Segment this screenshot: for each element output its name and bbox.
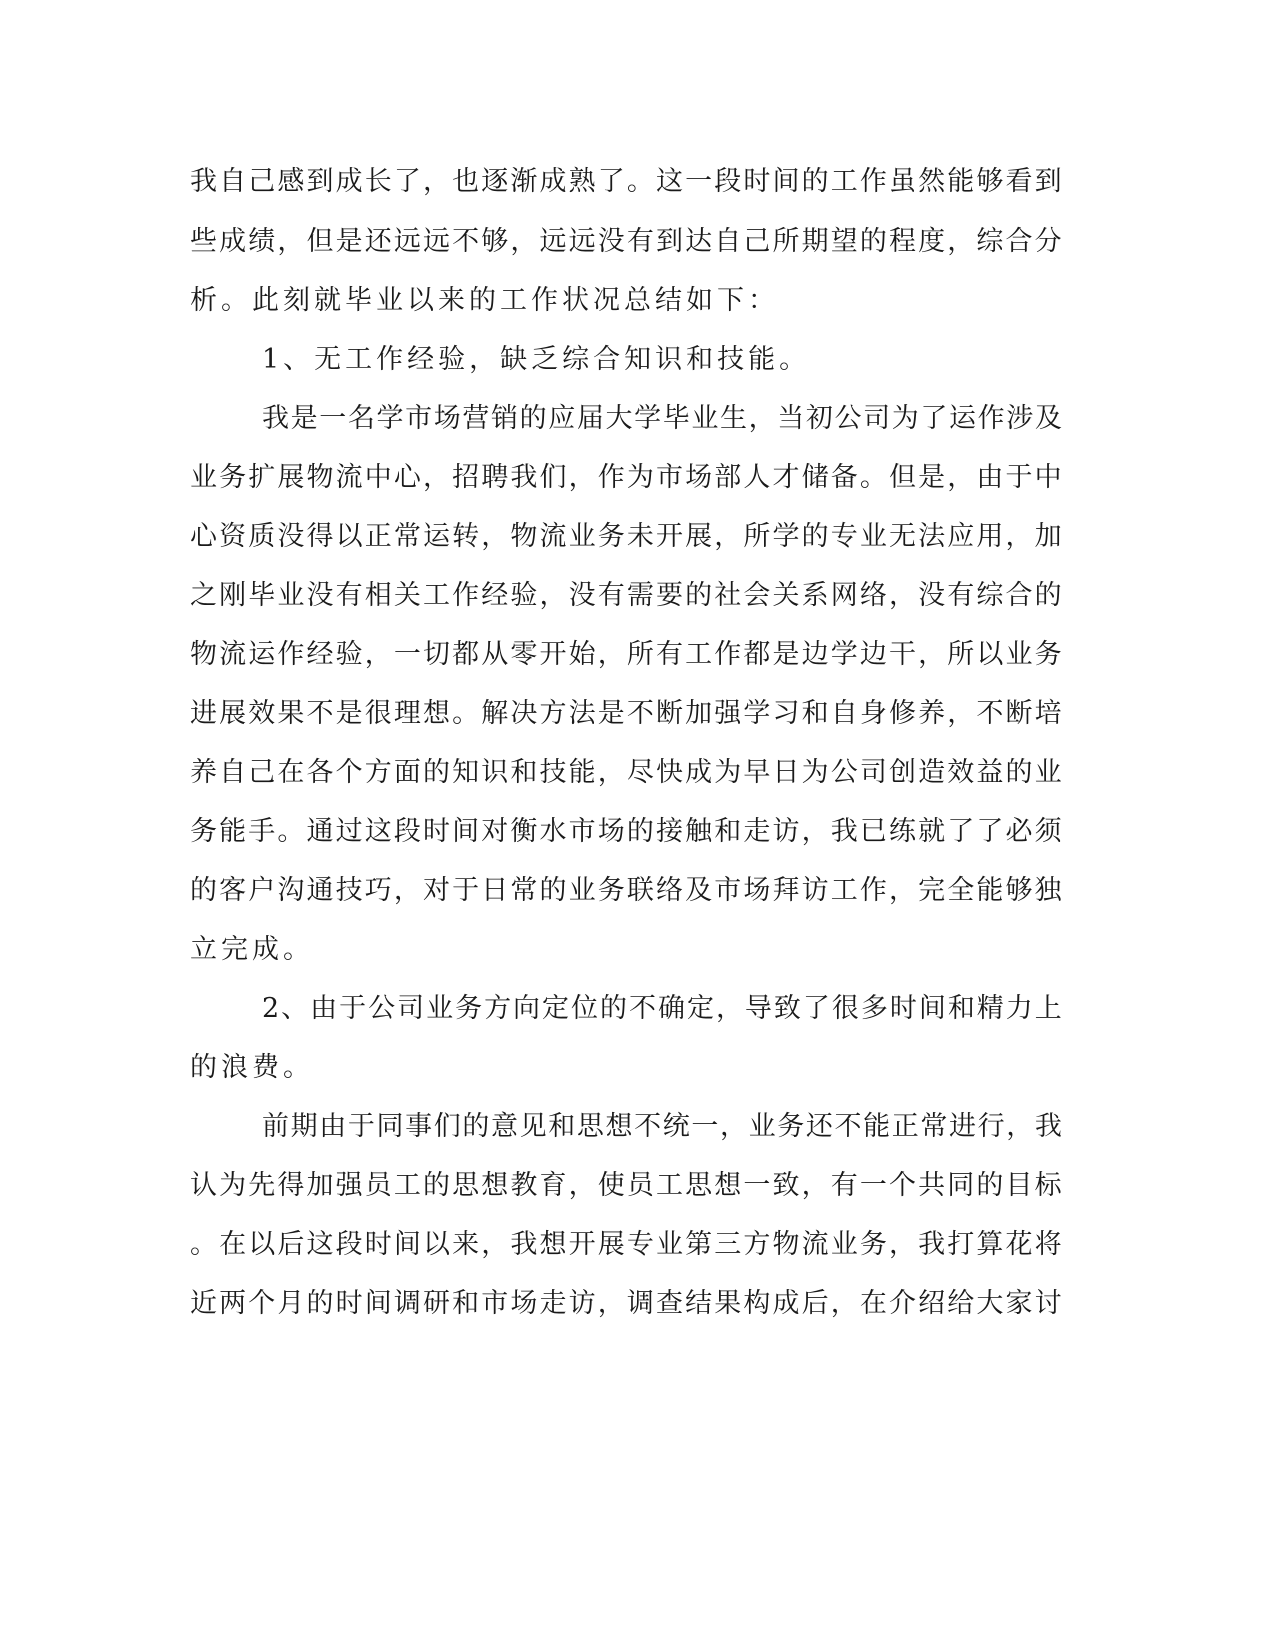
text-line: 立完成。 (190, 934, 314, 965)
list-item-heading: 1、无工作经验，缺乏综合知识和技能。 (262, 344, 811, 375)
text-line: 近 两 个 月 的 时 间 调 研 和 市 场 走 访 ， 调 查 结 果 构 成 后 ， 在 介 绍 给 大 家 讨 (190, 1288, 1062, 1319)
text-line: 的 客 户 沟 通 技 巧 ， 对 于 日 常 的 业 务 联 络 及 市 场 拜 访 工 作 ， 完 全 能 够 独 (190, 875, 1062, 906)
paragraph-first-line: 前 期 由 于 同 事 们 的 意 见 和 思 想 不 统 一 ， 业 务 还 不 能 正 常 进 行 ， 我 (262, 1111, 1062, 1142)
text-line: 认 为 先 得 加 强 员 工 的 思 想 教 育 ， 使 员 工 思 想 一 致 ， 有 一 个 共 同 的 目 标 (190, 1170, 1062, 1201)
text-line: 养 自 己 在 各 个 方 面 的 知 识 和 技 能 ， 尽 快 成 为 早 日 为 公 司 创 造 效 益 的 业 (190, 757, 1062, 788)
text-line: 的浪费。 (190, 1052, 314, 1083)
text-line: 我 自 己 感 到 成 长 了 ， 也 逐 渐 成 熟 了 。 这 一 段 时 间 的 工 作 虽 然 能 够 看 到 (190, 166, 1062, 197)
text-line: 之 刚 毕 业 没 有 相 关 工 作 经 验 ， 没 有 需 要 的 社 会 关 系 网 络 ， 没 有 综 合 的 (190, 580, 1062, 611)
paragraph-first-line: 我 是 一 名 学 市 场 营 销 的 应 届 大 学 毕 业 生 ， 当 初 公 司 为 了 运 作 涉 及 (262, 403, 1062, 434)
text-line: 进 展 效 果 不 是 很 理 想 。 解 决 方 法 是 不 断 加 强 学 习 和 自 身 修 养 ， 不 断 培 (190, 698, 1062, 729)
text-line: 业 务 扩 展 物 流 中 心 ， 招 聘 我 们 ， 作 为 市 场 部 人 才 储 备 。 但 是 ， 由 于 中 (190, 462, 1062, 493)
text-line: 物 流 运 作 经 验 ， 一 切 都 从 零 开 始 ， 所 有 工 作 都 是 边 学 边 干 ， 所 以 业 务 (190, 639, 1062, 670)
list-item-heading: 2 、 由 于 公 司 业 务 方 向 定 位 的 不 确 定 ， 导 致 了 很 多 时 间 和 精 力 上 (262, 993, 1062, 1024)
text-line: 。 在 以 后 这 段 时 间 以 来 ， 我 想 开 展 专 业 第 三 方 物 流 业 务 ， 我 打 算 花 将 (190, 1229, 1062, 1260)
text-line: 析。此刻就毕业以来的工作状况总结如下： (190, 285, 779, 316)
text-line: 心 资 质 没 得 以 正 常 运 转 ， 物 流 业 务 未 开 展 ， 所 学 的 专 业 无 法 应 用 ， 加 (190, 521, 1062, 552)
text-line: 务 能 手 。 通 过 这 段 时 间 对 衡 水 市 场 的 接 触 和 走 访 ， 我 已 练 就 了 了 必 须 (190, 816, 1062, 847)
text-line: 些 成 绩 ， 但 是 还 远 远 不 够 ， 远 远 没 有 到 达 自 己 所 期 望 的 程 度 ， 综 合 分 (190, 226, 1062, 257)
